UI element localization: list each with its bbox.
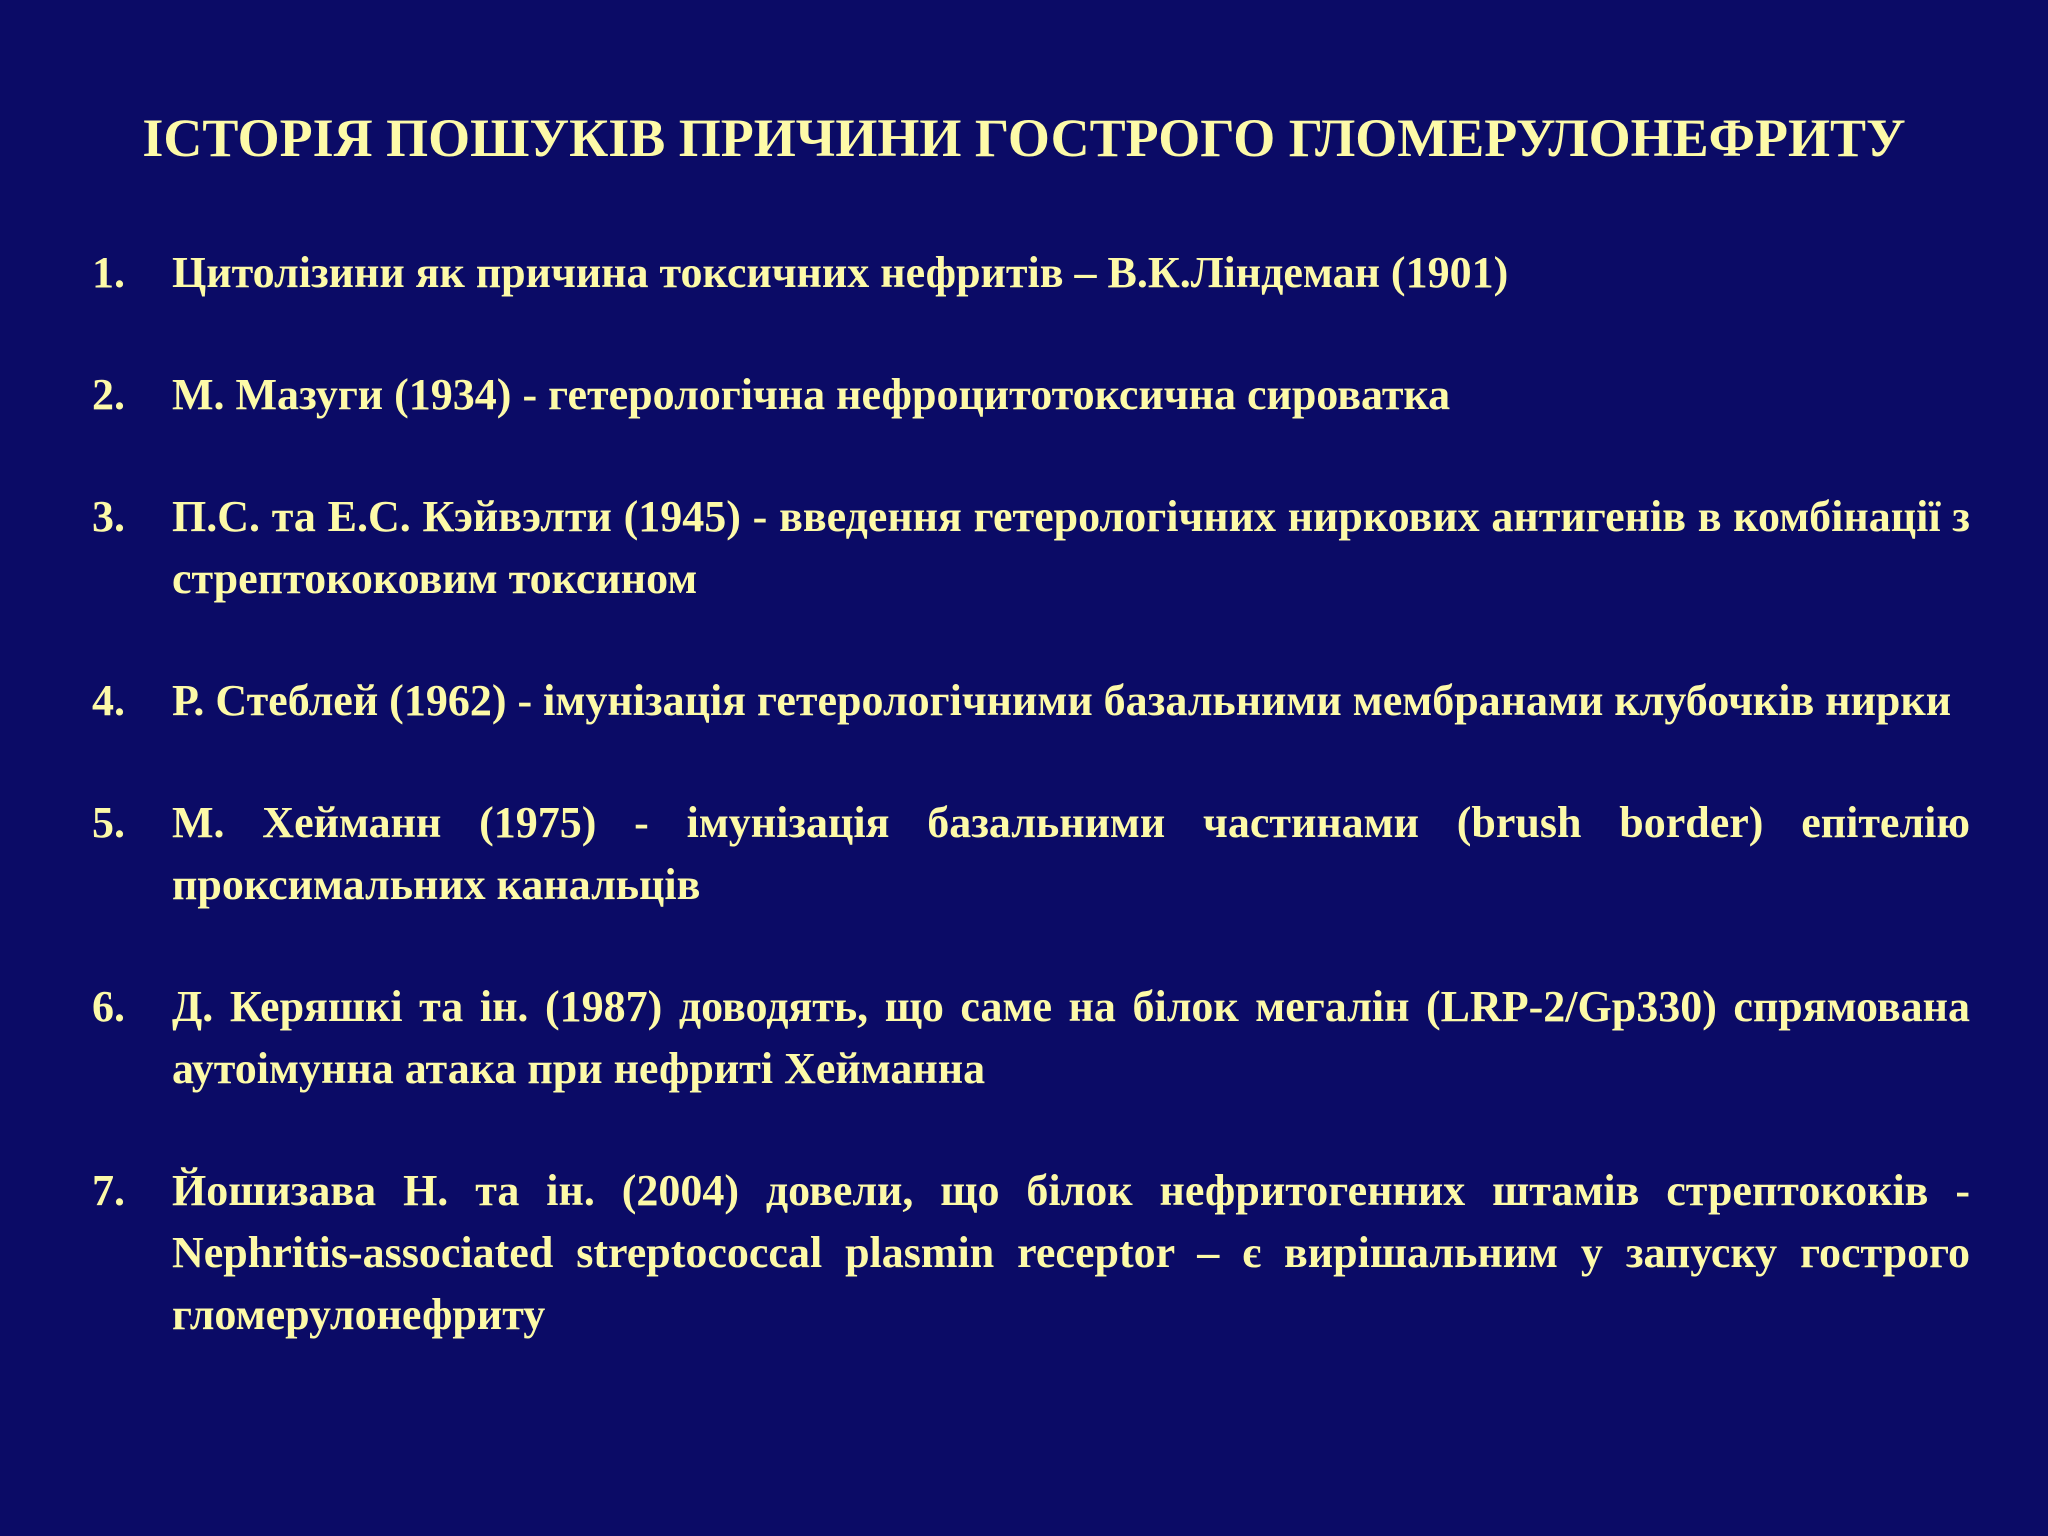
list-item [92,364,1970,426]
item-text: М. Хейманн (1975) - імунізація базальними частинами (brush border) епітелію проксимальних канальців [172,798,1970,909]
slide-title: ІСТОРІЯ ПОШУКІВ ПРИЧИНИ ГОСТРОГО ГЛОМЕРУЛОНЕФРИТУ [142,108,1906,168]
item-number: 4. [92,676,125,725]
history-list [92,242,1970,1406]
item-number: 3. [92,492,125,541]
list-item [92,1160,1970,1346]
list-item [92,976,1970,1100]
list-item [92,792,1970,916]
item-text: Р. Стеблей (1962) - імунізація гетерологічними базальними мембранами клубочків нирки [172,676,1952,725]
item-number: 7. [92,1166,125,1215]
item-number: 6. [92,982,125,1031]
item-text: Йошизава Н. та ін. (2004) довели, що білок нефритогенних штамів стрептококів - Nephritis-associated streptococcal plasmin receptor – є вирішальним у запуску гострого гломерулонефриту [172,1166,1970,1339]
item-text: Цитолізини як причина токсичних нефритів – В.К.Ліндеман (1901) [172,248,1509,297]
list-item [92,486,1970,610]
list-item [92,242,1970,304]
item-text: М. Мазуги (1934) - гетерологічна нефроцитотоксична сироватка [172,370,1451,419]
list-item [92,670,1970,732]
item-number: 5. [92,798,125,847]
item-text: П.С. та Е.С. Кэйвэлти (1945) - введення гетерологічних ниркових антигенів в комбінації з стрептококовим токсином [172,492,1970,603]
item-text: Д. Керяшкі та ін. (1987) доводять, що саме на білок мегалін (LRP-2/Gp330) спрямована аутоімунна атака при нефриті Хейманна [172,982,1970,1093]
item-number: 2. [92,370,125,419]
item-number: 1. [92,248,125,297]
